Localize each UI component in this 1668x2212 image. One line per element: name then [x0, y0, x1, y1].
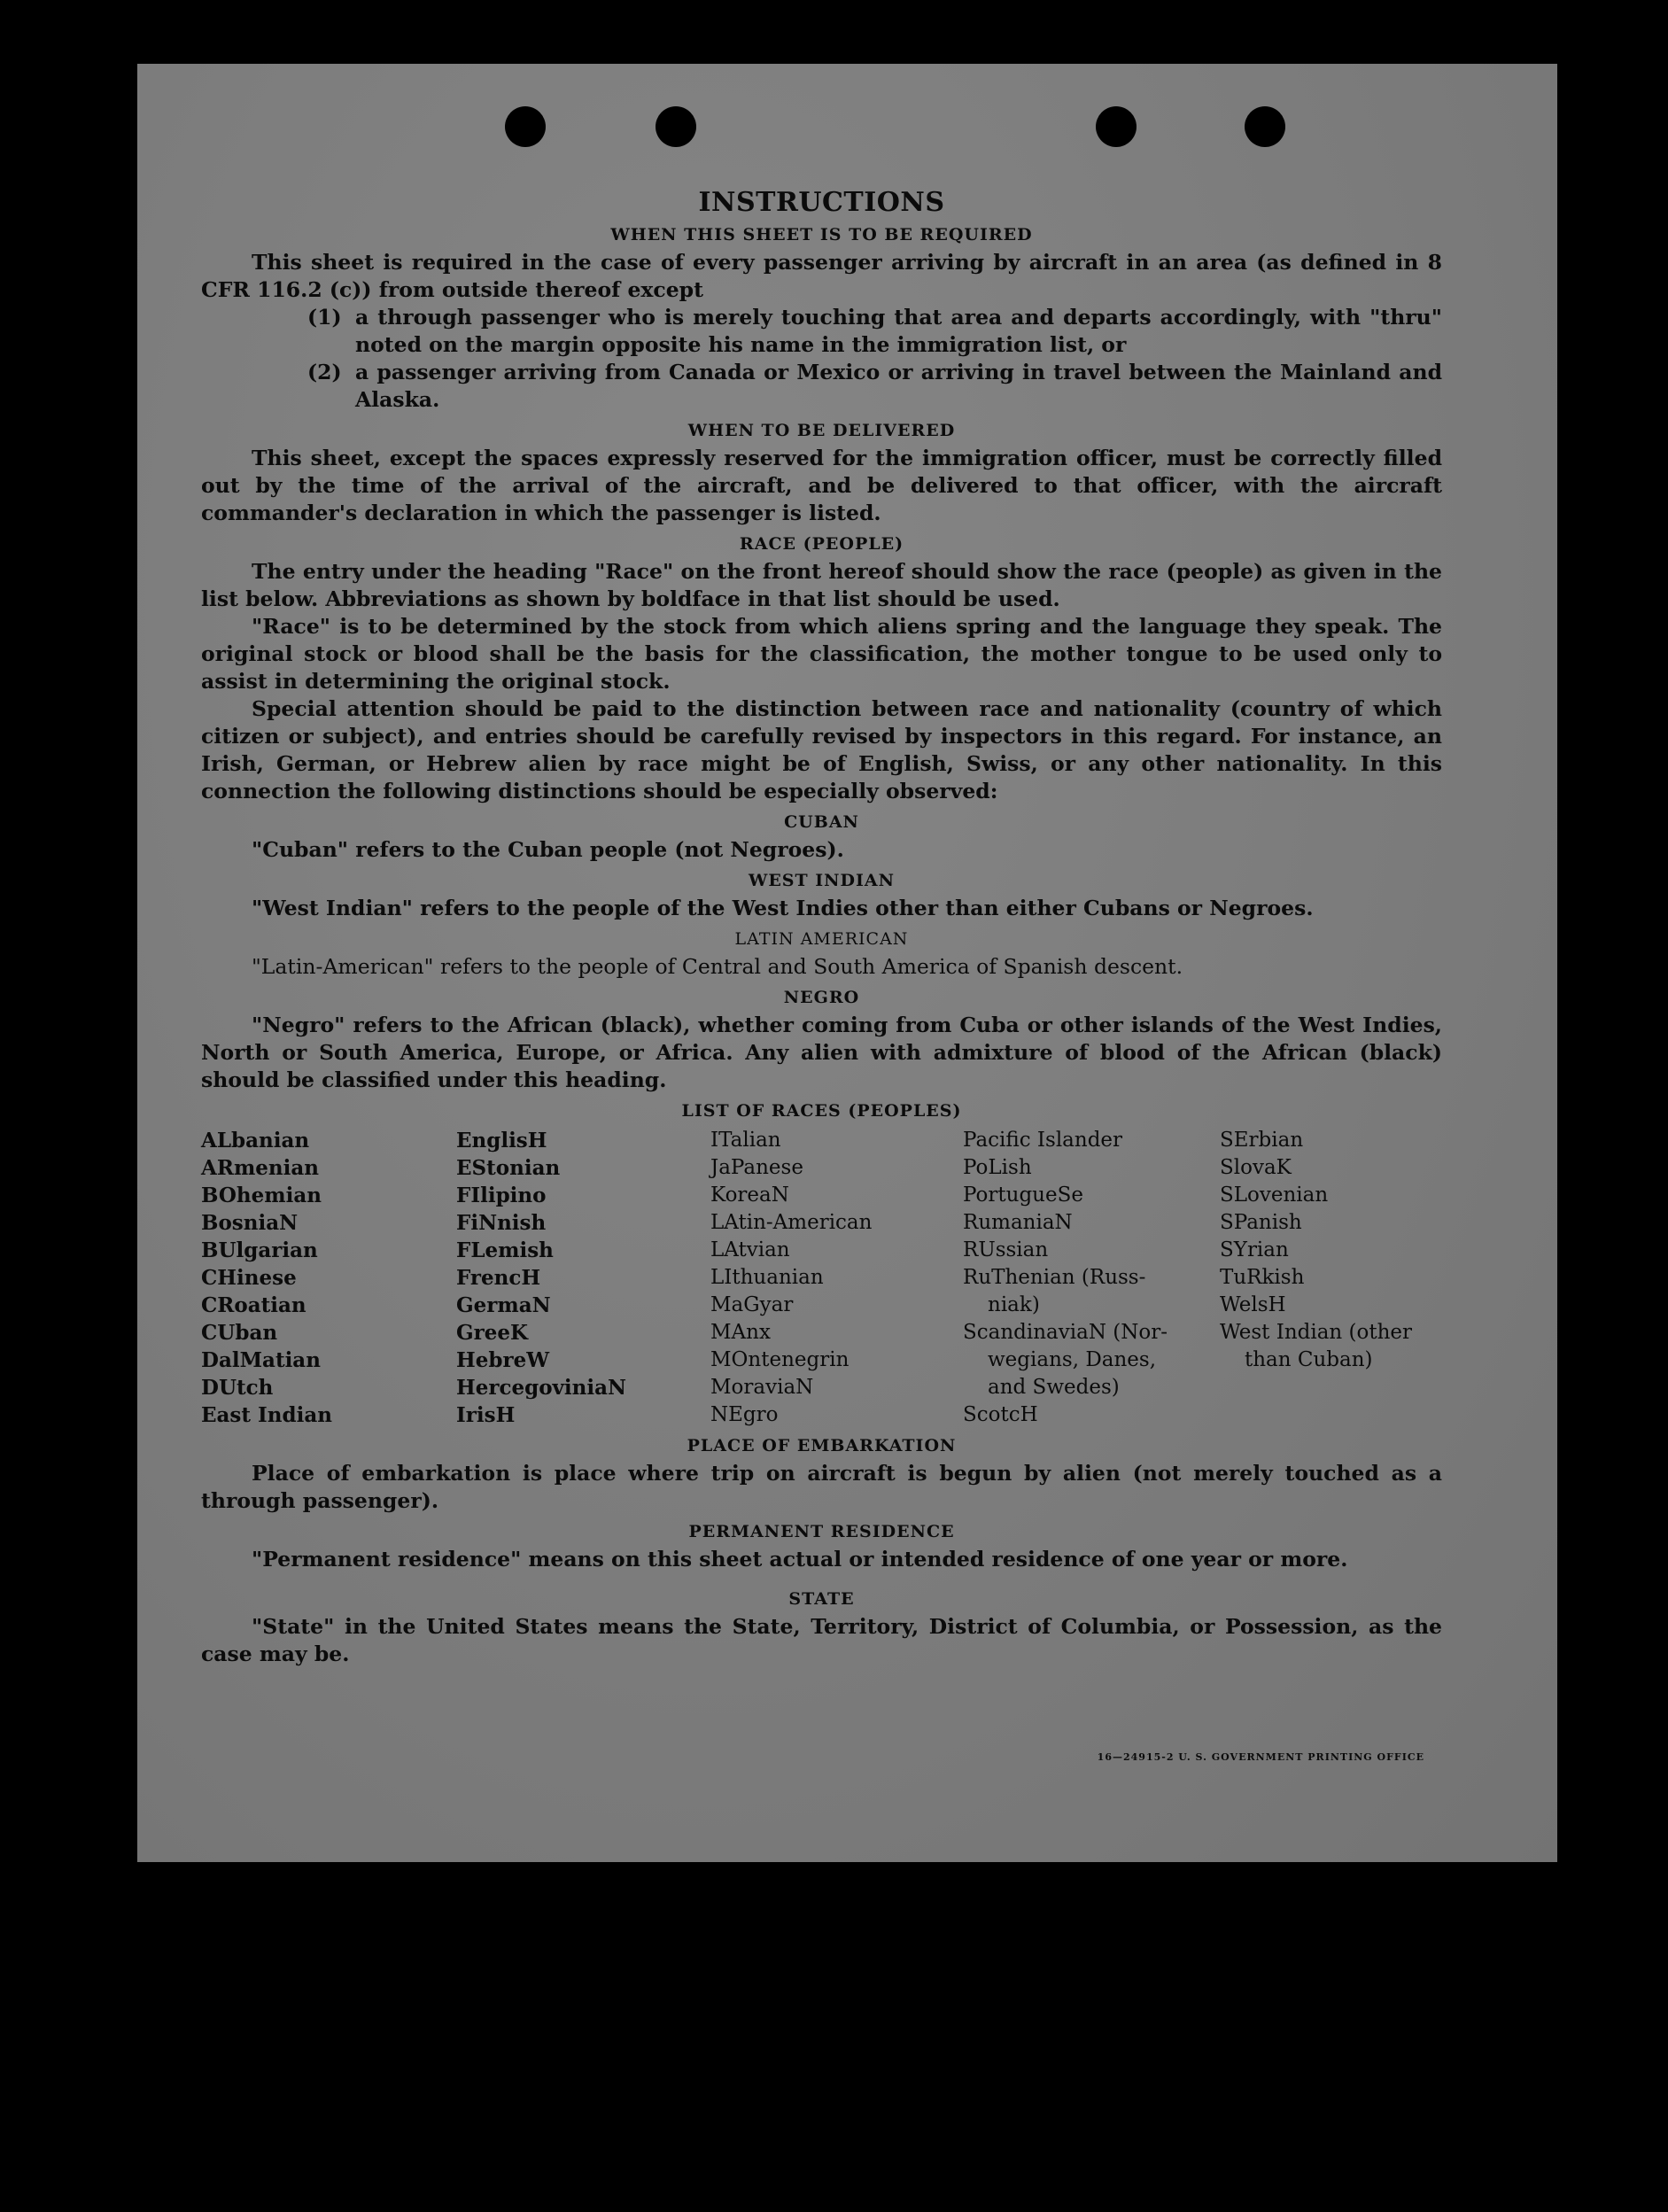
race-entry: BUlgarian	[201, 1238, 318, 1262]
race-column	[201, 1127, 456, 1429]
race-entry: GermaN	[456, 1293, 551, 1317]
exception-item	[307, 304, 1442, 359]
race-entry: HebreW	[456, 1348, 550, 1372]
race-entry: ALbanian	[201, 1129, 310, 1153]
race-paragraph: Special attention should be paid to the distinction between race and nationality (country of which citizen or subject), and entries should be carefully revised by inspectors in this regard. For instance, an Irish, German, or Hebrew alien by race might be of English, Swiss, or any other nationality. In this connection the following distinctions should be especially observed:	[201, 696, 1442, 803]
race-paragraph: "Race" is to be determined by the stock from which aliens spring and the language they speak. The original stock or blood shall be the basis for the classification, the mother tongue to be used only to assist in determining the original stock.	[201, 614, 1442, 694]
embarkation-paragraph: Place of embarkation is place where trip on aircraft is begun by alien (not merely touched as a through passenger).	[201, 1461, 1442, 1513]
section-heading-cuban: CUBAN	[784, 812, 859, 832]
punch-hole	[505, 106, 546, 147]
race-entry: MoraviaN	[710, 1376, 814, 1399]
race-entry: FIlipino	[456, 1184, 547, 1207]
exception-number: (2)	[307, 360, 342, 384]
race-entry: ScandinaviaN (Nor-	[963, 1321, 1168, 1344]
race-entry: ScotcH	[963, 1403, 1038, 1426]
printing-office-code: 16—24915-2 U. S. GOVERNMENT PRINTING OFFICE	[1097, 1751, 1424, 1763]
race-entry: PortugueSe	[963, 1184, 1083, 1207]
race-entry: BOhemian	[201, 1184, 322, 1207]
race-entry-continued: wegians, Danes,	[988, 1348, 1157, 1371]
race-entry: East Indian	[201, 1403, 332, 1427]
race-entry: SLovenian	[1220, 1184, 1329, 1207]
race-entry: FiNnish	[456, 1211, 547, 1235]
section-heading-embarkation: PLACE OF EMBARKATION	[687, 1436, 957, 1455]
punch-hole	[1096, 106, 1137, 147]
document-sheet	[137, 64, 1557, 1862]
exception-text: a passenger arriving from Canada or Mexico or arriving in travel between the Mainland and Alaska.	[355, 360, 1442, 412]
race-entry: FLemish	[456, 1238, 554, 1262]
exception-text: a through passenger who is merely touching that area and departs accordingly, with "thru" noted on the margin opposite his name in the immigration list, or	[355, 305, 1442, 357]
race-entry: LAtin-American	[710, 1211, 873, 1234]
punch-hole	[1245, 106, 1285, 147]
race-entry-continued: and Swedes)	[988, 1376, 1120, 1399]
exception-number: (1)	[307, 305, 342, 330]
race-entry: SErbian	[1220, 1129, 1304, 1152]
race-entry: West Indian (other	[1220, 1321, 1413, 1344]
race-entry: LAtvian	[710, 1238, 790, 1261]
race-entry: SYrian	[1220, 1238, 1289, 1261]
race-entry: GreeK	[456, 1321, 529, 1345]
race-entry: MAnx	[710, 1321, 771, 1344]
race-entry: BosniaN	[201, 1211, 299, 1235]
race-entry: ARmenian	[201, 1156, 320, 1180]
exception-item	[307, 359, 1442, 414]
residence-paragraph: "Permanent residence" means on this sheet actual or intended residence of one year or more.	[252, 1547, 1348, 1572]
race-entry: RuThenian (Russ-	[963, 1266, 1146, 1289]
cuban-paragraph: "Cuban" refers to the Cuban people (not Negroes).	[252, 837, 844, 862]
race-entry: CUban	[201, 1321, 278, 1345]
section-heading-latin-american: LATIN AMERICAN	[734, 929, 909, 949]
race-entry: PoLish	[963, 1156, 1032, 1179]
race-entry-continued: niak)	[988, 1293, 1040, 1316]
race-entry-continued: than Cuban)	[1245, 1348, 1373, 1371]
race-entry: CRoatian	[201, 1293, 306, 1317]
race-column	[1220, 1127, 1442, 1429]
race-entry: JaPanese	[710, 1156, 803, 1179]
race-entry: HercegoviniaN	[456, 1376, 627, 1400]
race-entry: DUtch	[201, 1376, 274, 1400]
required-paragraph: This sheet is required in the case of every passenger arriving by aircraft in an area (as defined in 8 CFR 116.2 (c)) from outside thereof except	[201, 250, 1442, 302]
race-column	[963, 1127, 1220, 1429]
race-list	[201, 1127, 1442, 1429]
page-title: INSTRUCTIONS	[698, 187, 945, 218]
race-entry: Pacific Islander	[963, 1129, 1123, 1152]
section-heading-west-indian: WEST INDIAN	[748, 871, 896, 890]
race-entry: SlovaK	[1220, 1156, 1292, 1179]
race-entry: RumaniaN	[963, 1211, 1073, 1234]
section-heading-delivered: WHEN TO BE DELIVERED	[687, 421, 956, 440]
section-heading-state: STATE	[788, 1589, 855, 1609]
section-heading-negro: NEGRO	[783, 988, 860, 1007]
race-entry: RUssian	[963, 1238, 1049, 1261]
race-list-heading: LIST OF RACES (PEOPLES)	[681, 1101, 962, 1121]
race-entry: LIthuanian	[710, 1266, 824, 1289]
race-entry: FrencH	[456, 1266, 541, 1290]
punch-hole	[656, 106, 696, 147]
race-entry: WelsH	[1220, 1293, 1286, 1316]
race-column	[710, 1127, 963, 1429]
race-entry: MaGyar	[710, 1293, 794, 1316]
race-entry: TuRkish	[1220, 1266, 1305, 1289]
latin-american-paragraph: "Latin-American" refers to the people of Central and South America of Spanish descent.	[252, 954, 1183, 979]
race-paragraph: The entry under the heading "Race" on the front hereof should show the race (people) as given in the list below. Abbreviations as shown by boldface in that list should be used.	[201, 559, 1442, 611]
race-entry: ITalian	[710, 1129, 781, 1152]
race-entry: IrisH	[456, 1403, 516, 1427]
delivered-paragraph: This sheet, except the spaces expressly reserved for the immigration officer, must be correctly filled out by the time of the arrival of the aircraft, and be delivered to that officer, with the aircraft commander's declaration in which the passenger is listed.	[201, 446, 1442, 525]
state-paragraph: "State" in the United States means the State, Territory, District of Columbia, or Possession, as the case may be.	[201, 1614, 1442, 1666]
race-entry: KoreaN	[710, 1184, 789, 1207]
race-entry: CHinese	[201, 1266, 297, 1290]
race-entry: MOntenegrin	[710, 1348, 850, 1371]
race-entry: DalMatian	[201, 1348, 321, 1372]
section-heading-race: RACE (PEOPLE)	[739, 534, 904, 554]
race-entry: EnglisH	[456, 1129, 547, 1153]
section-heading-residence: PERMANENT RESIDENCE	[688, 1522, 955, 1541]
race-entry: NEgro	[710, 1403, 779, 1426]
instructions-content	[201, 188, 1442, 1668]
section-heading-required: WHEN THIS SHEET IS TO BE REQUIRED	[610, 225, 1033, 244]
west-indian-paragraph: "West Indian" refers to the people of the West Indies other than either Cubans or Negroes.	[252, 896, 1314, 920]
race-entry: EStonian	[456, 1156, 561, 1180]
race-entry: SPanish	[1220, 1211, 1302, 1234]
race-column	[456, 1127, 710, 1429]
negro-paragraph: "Negro" refers to the African (black), whether coming from Cuba or other islands of the West Indies, North or South America, Europe, or Africa. Any alien with admixture of blood of the African (black) should be classified under this heading.	[201, 1013, 1442, 1092]
